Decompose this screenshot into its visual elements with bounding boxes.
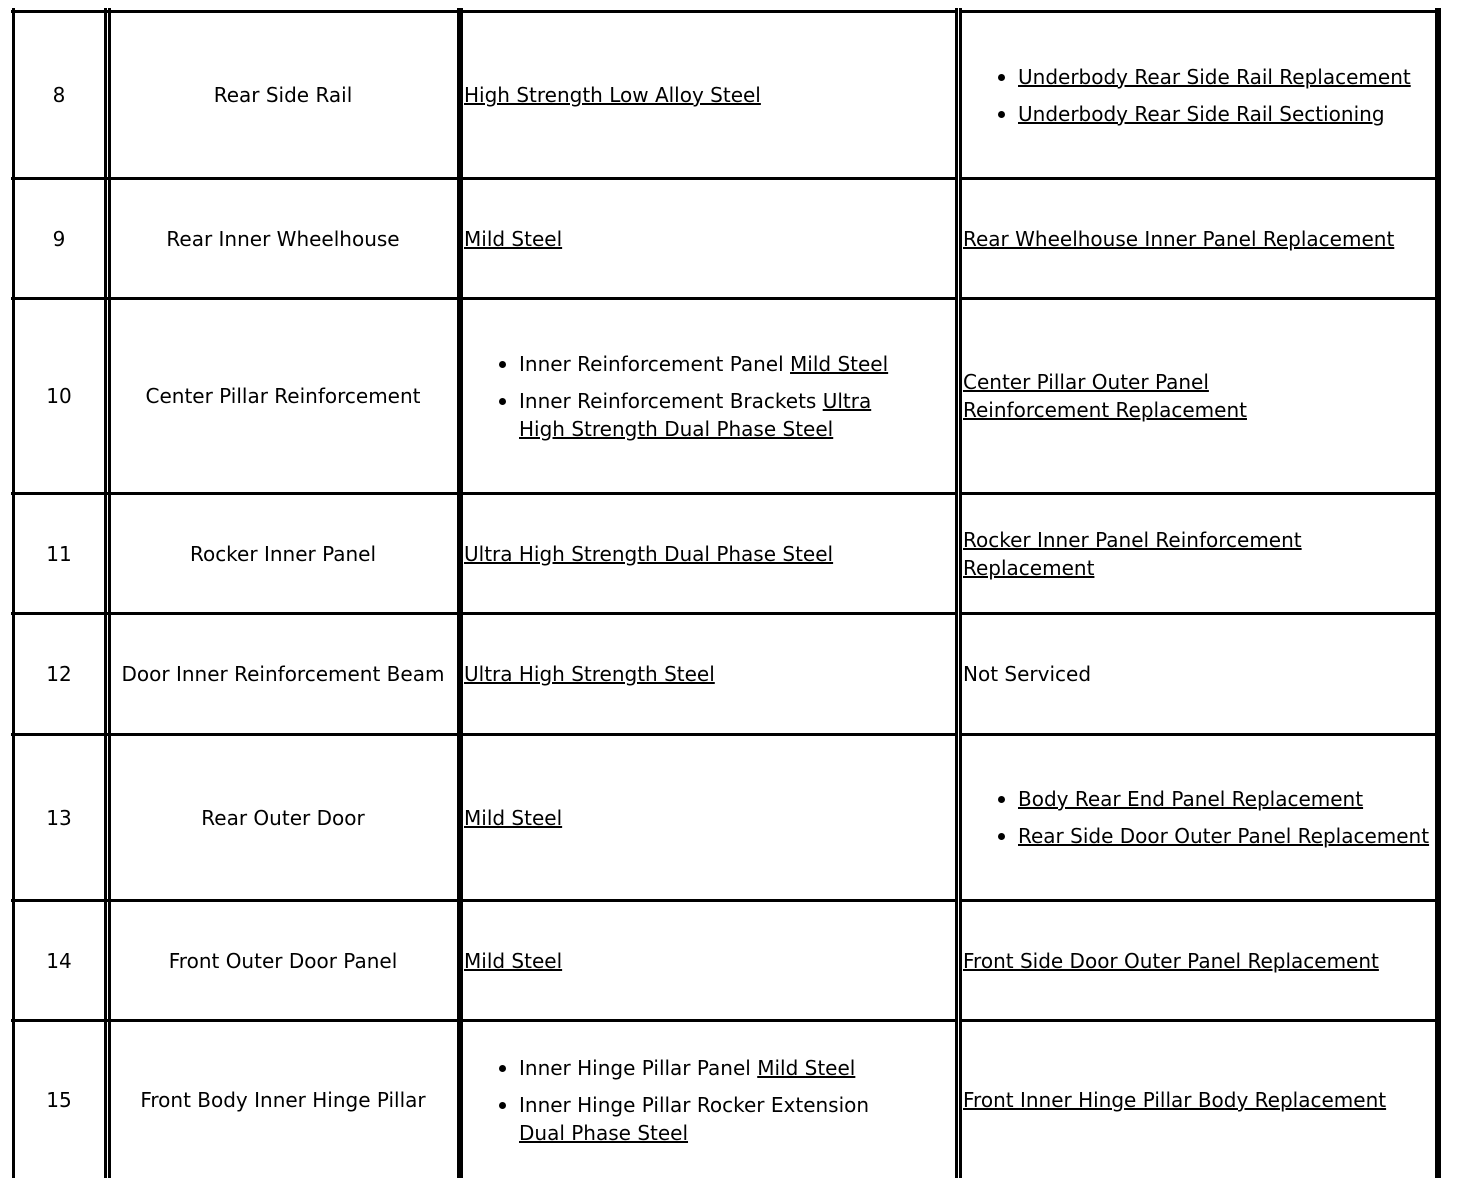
material-link[interactable]: Mild Steel <box>464 805 563 830</box>
repair-cell <box>963 736 1436 899</box>
material-link[interactable]: High Strength Low Alloy Steel <box>464 83 761 107</box>
material-link[interactable]: Dual Phase Steel <box>519 1120 689 1145</box>
material-list-item <box>519 1091 908 1147</box>
repair-list <box>963 63 1411 128</box>
repair-link[interactable]: Front Inner Hinge Pillar Body Replacement <box>963 1088 1387 1112</box>
material-link[interactable]: Mild Steel <box>757 1055 856 1080</box>
material-list-item <box>519 350 908 378</box>
row-number <box>13 902 105 1019</box>
repair-cell <box>963 13 1436 177</box>
column-border <box>959 8 962 1178</box>
repair-link[interactable]: Rear Side Door Outer Panel Replacement <box>1018 824 1430 848</box>
row-number-text: 8 <box>52 83 66 107</box>
component-name-text: Front Body Inner Hinge Pillar <box>140 1088 426 1112</box>
row-number <box>13 495 105 612</box>
repair-link[interactable]: Center Pillar Outer Panel Reinforcement Replacement <box>963 370 1247 422</box>
repair-link[interactable]: Underbody Rear Side Rail Sectioning <box>1018 101 1385 126</box>
material-link[interactable]: Mild Steel <box>464 226 563 251</box>
repair-cell <box>963 495 1436 612</box>
component-name <box>109 495 457 612</box>
component-name <box>109 615 457 733</box>
repair-link[interactable]: Rocker Inner Panel Reinforcement Replacement <box>963 527 1302 580</box>
repair-cell <box>963 180 1436 297</box>
component-name <box>109 13 457 177</box>
column-border <box>1438 8 1441 1178</box>
repair-cell <box>963 615 1436 733</box>
material-cell <box>464 736 908 899</box>
material-link[interactable]: Mild Steel <box>790 351 889 376</box>
component-name-text: Door Inner Reinforcement Beam <box>121 662 445 686</box>
material-list-item <box>519 387 908 443</box>
repair-link[interactable]: Body Rear End Panel Replacement <box>1018 787 1364 811</box>
component-name-text: Rear Inner Wheelhouse <box>166 226 400 251</box>
column-border <box>460 8 463 1178</box>
row-number-text: 13 <box>46 805 72 830</box>
repair-cell <box>963 300 1436 492</box>
material-label: Inner Reinforcement Panel <box>519 351 791 376</box>
row-number <box>13 13 105 177</box>
column-border <box>955 8 958 1178</box>
component-name <box>109 736 457 899</box>
material-cell <box>464 300 908 492</box>
component-name <box>109 902 457 1019</box>
repair-list-item <box>1018 100 1411 128</box>
repair-link[interactable]: Rear Wheelhouse Inner Panel Replacement <box>963 226 1395 251</box>
material-cell <box>464 902 908 1019</box>
material-list <box>464 1054 908 1147</box>
component-name-text: Center Pillar Reinforcement <box>145 384 421 408</box>
repair-list <box>963 785 1429 850</box>
row-number <box>13 615 105 733</box>
component-name-text: Front Outer Door Panel <box>168 948 398 973</box>
row-number-text: 12 <box>46 662 72 686</box>
row-number-text: 9 <box>52 226 66 251</box>
row-number <box>13 300 105 492</box>
row-number-text: 11 <box>46 541 72 566</box>
repair-text: Not Serviced <box>963 662 1092 686</box>
material-label: Inner Hinge Pillar Rocker Extension <box>519 1092 870 1117</box>
repair-list-item <box>1018 63 1411 91</box>
material-cell <box>464 495 908 612</box>
material-link[interactable]: Ultra High Strength Dual Phase Steel <box>519 388 872 441</box>
component-name-text: Rear Side Rail <box>213 83 353 107</box>
component-name <box>109 180 457 297</box>
material-cell <box>464 615 908 733</box>
repair-link[interactable]: Front Side Door Outer Panel Replacement <box>963 948 1379 973</box>
repair-cell <box>963 1022 1436 1178</box>
material-cell <box>464 180 908 297</box>
component-name-text: Rear Outer Door <box>201 805 365 830</box>
material-list-item <box>519 1054 908 1082</box>
row-number-text: 15 <box>46 1088 72 1112</box>
component-name <box>109 300 457 492</box>
material-label: Inner Reinforcement Brackets <box>519 388 823 413</box>
material-list <box>464 350 908 443</box>
row-number <box>13 1022 105 1178</box>
row-number <box>13 180 105 297</box>
repair-cell <box>963 902 1436 1019</box>
material-cell <box>464 1022 908 1178</box>
material-label: Inner Hinge Pillar Panel <box>519 1055 758 1080</box>
row-number-text: 10 <box>46 384 72 408</box>
component-name-text: Rocker Inner Panel <box>189 541 377 566</box>
material-link[interactable]: Ultra High Strength Steel <box>464 662 715 686</box>
row-number-text: 14 <box>46 948 72 973</box>
repair-list-item <box>1018 822 1429 850</box>
row-number <box>13 736 105 899</box>
material-cell <box>464 13 908 177</box>
material-link[interactable]: Ultra High Strength Dual Phase Steel <box>464 541 834 566</box>
component-name <box>109 1022 457 1178</box>
material-link[interactable]: Mild Steel <box>464 948 563 973</box>
repair-list-item <box>1018 785 1429 813</box>
repair-link[interactable]: Underbody Rear Side Rail Replacement <box>1018 64 1411 89</box>
